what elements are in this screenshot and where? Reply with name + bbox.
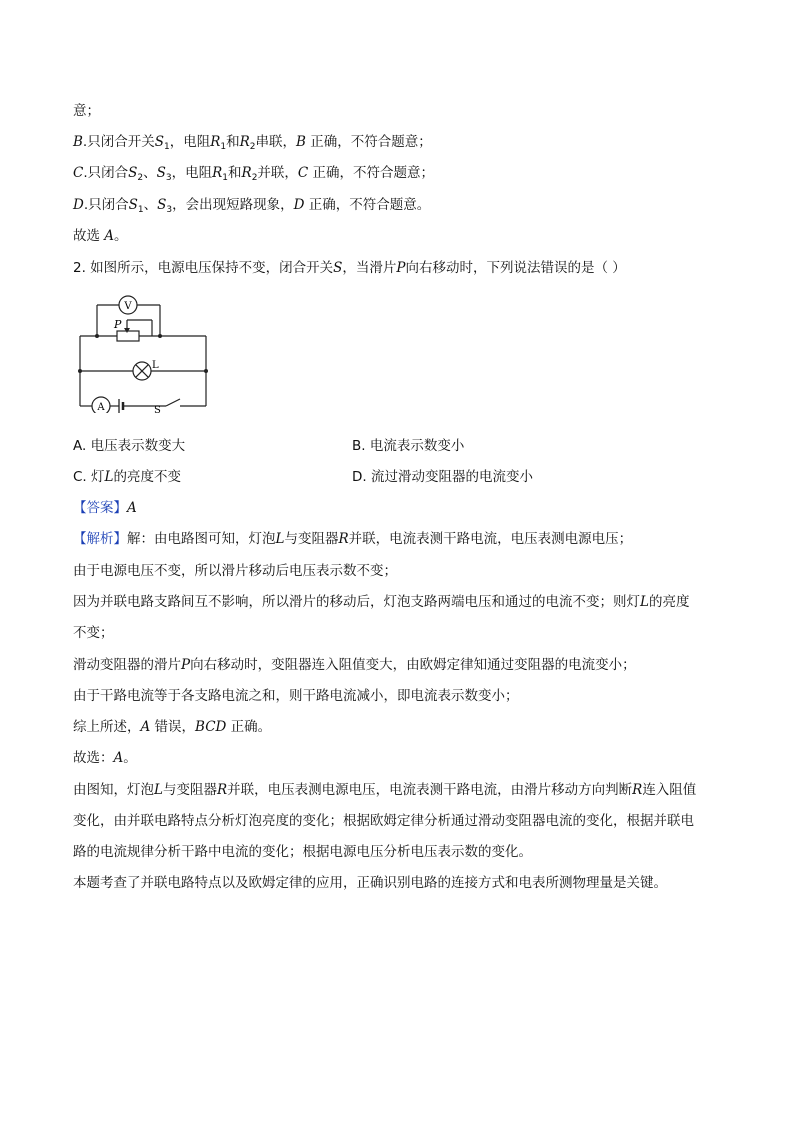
prev-line-d: D.只闭合$S_1$、$S_3$，会出现短路现象，D 正确，不符合题意。 xyxy=(73,197,431,215)
analysis-line-12: 本题考查了并联电路特点以及欧姆定律的应用，正确识别电路的连接方式和电表所测物理量是关键。 xyxy=(73,875,667,891)
prev-line-c: C.只闭合$S_2$、$S_3$，电阻$R_1$和$R_2$并联，C 正确，不符合题意； xyxy=(73,165,435,183)
option-a: A. 电压表示数变大 xyxy=(73,438,186,454)
voltmeter-label: V xyxy=(124,301,132,312)
option-d: D. 流过滑动变阻器的电流变小 xyxy=(352,469,533,485)
analysis-line-9: 由图知，灯泡L与变阻器R并联，电压表测电源电压，电流表测干路电流，由滑片移动方向判断R连入阻值 xyxy=(73,782,697,798)
prev-line-select: 故选 A。 xyxy=(73,228,128,244)
option-b: B. 电流表示数变小 xyxy=(352,438,465,454)
prev-line-1: 意； xyxy=(73,103,100,119)
analysis-line-6: 由于干路电流等于各支路电流之和，则干路电流减小，即电流表示数变小； xyxy=(73,688,519,704)
option-c: C. 灯L的亮度不变 xyxy=(73,469,181,485)
answer-line: 【答案】A xyxy=(73,500,137,516)
slider-label: P xyxy=(114,318,122,331)
analysis-line-8: 故选：A。 xyxy=(73,750,137,766)
analysis-line-2: 由于电源电压不变，所以滑片移动后电压表示数不变； xyxy=(73,563,397,579)
lamp-label: L xyxy=(152,360,159,371)
question-stem: 2. 如图所示，电源电压保持不变，闭合开关S，当滑片P向右移动时，下列说法错误的是（ ） xyxy=(73,260,626,276)
switch-label: S xyxy=(154,405,161,413)
ammeter-label: A xyxy=(97,402,105,413)
analysis-line-5: 滑动变阻器的滑片P向右移动时，变阻器连入阻值变大，由欧姆定律知通过变阻器的电流变小； xyxy=(73,657,636,673)
analysis-line-4: 不变； xyxy=(73,625,114,641)
analysis-line-3: 因为并联电路支路间互不影响，所以滑片的移动后，灯泡支路两端电压和通过的电流不变；则灯L的亮度 xyxy=(73,594,690,610)
prev-line-b: B.只闭合开关$S_1$，电阻$R_1$和$R_2$串联，B 正确，不符合题意； xyxy=(73,134,432,152)
analysis-line-10: 变化，由并联电路特点分析灯泡亮度的变化；根据欧姆定律分析通过滑动变阻器电流的变化，根据并联电 xyxy=(73,813,694,829)
analysis-line-7: 综上所述，A 错误，BCD 正确。 xyxy=(73,719,272,735)
analysis-line-1: 【解析】解：由电路图可知，灯泡L与变阻器R并联，电流表测干路电流，电压表测电源电压； xyxy=(73,531,633,547)
circuit-diagram xyxy=(72,288,217,413)
analysis-line-11: 路的电流规律分析干路中电流的变化；根据电源电压分析电压表示数的变化。 xyxy=(73,844,532,860)
